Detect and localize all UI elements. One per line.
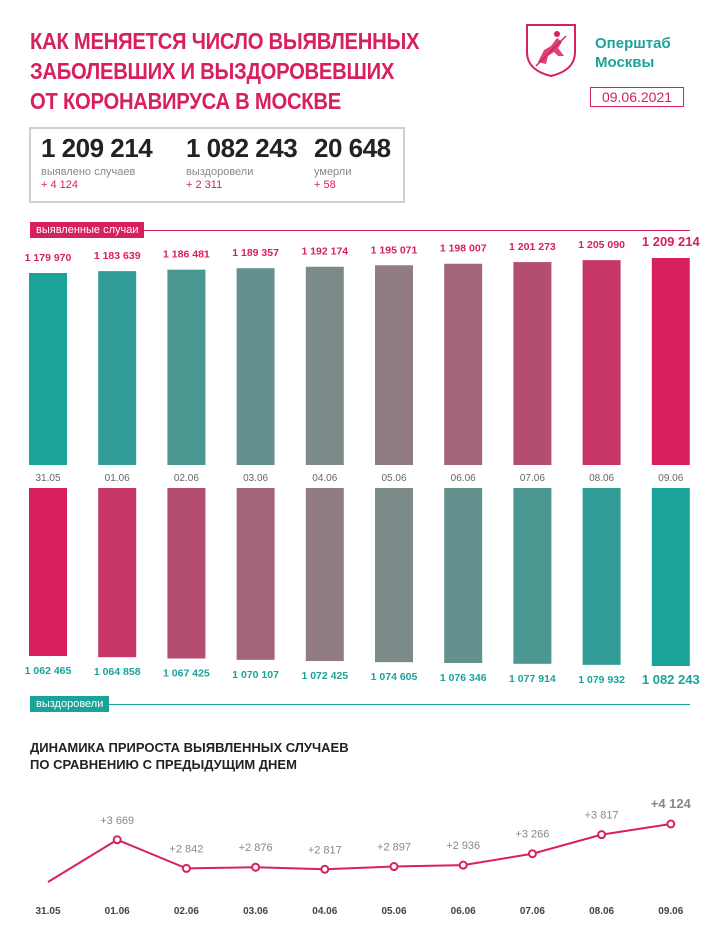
stat-delta: + 58: [314, 179, 336, 191]
date-tick-label: 04.06: [312, 473, 338, 484]
date-badge: 09.06.2021: [590, 87, 684, 107]
org-line: Оперштаб: [595, 35, 671, 52]
growth-chart-title: [30, 739, 349, 773]
stat-label: умерли: [314, 166, 352, 178]
date-tick-label: 07.06: [519, 473, 545, 484]
recovered-bar: [583, 488, 621, 665]
recovered-bar-label: 1 067 425: [163, 667, 210, 680]
cases-bar: [98, 271, 136, 465]
recovered-bar-label: 1 082 243: [641, 672, 700, 687]
cases-bar: [444, 264, 482, 465]
growth-x-tick-label: 01.06: [104, 906, 130, 917]
recovered-bar: [237, 488, 275, 660]
date-tick-label: 31.05: [35, 473, 61, 484]
cases-bar: [375, 265, 413, 465]
recovered-bar: [306, 488, 344, 661]
growth-value-label: +2 876: [238, 842, 273, 855]
date-tick-label: 05.06: [381, 473, 407, 484]
date-tick-label: 02.06: [173, 473, 199, 484]
growth-value-label: +4 124: [650, 796, 691, 811]
growth-x-tick-label: 08.06: [589, 906, 615, 917]
cases-bar: [237, 268, 275, 465]
cases-bar-label: 1 189 357: [232, 247, 279, 260]
growth-x-tick-label: 06.06: [450, 906, 476, 917]
recovered-bar-label: 1 076 346: [439, 672, 487, 685]
recovered-bar-label: 1 077 914: [509, 672, 556, 685]
recovered-series-tag: выздоровели: [30, 696, 109, 712]
cases-bar-label: 1 201 273: [509, 241, 556, 254]
cases-bar-label: 1 183 639: [93, 250, 141, 263]
growth-x-tick-label: 02.06: [173, 906, 199, 917]
cases-bar: [652, 258, 690, 465]
cases-bar-label: 1 192 174: [301, 245, 349, 258]
cases-bar: [167, 270, 205, 465]
growth-point: [114, 836, 121, 843]
title-line: ЗАБОЛЕВШИХ И ВЫЗДОРОВЕВШИХ: [30, 58, 395, 84]
cases-bar-label: 1 198 007: [439, 242, 487, 255]
cases-bar-label: 1 195 071: [370, 244, 418, 257]
cases-bar-label: 1 209 214: [641, 234, 700, 249]
date-tick-label: 09.06: [658, 473, 684, 484]
title-line: ОТ КОРОНАВИРУСА В МОСКВЕ: [30, 88, 341, 114]
growth-point: [391, 863, 398, 870]
growth-value-label: +2 817: [307, 844, 342, 857]
stat-value: 1 082 243: [186, 133, 298, 163]
cases-bar-label: 1 186 481: [163, 248, 210, 261]
recovered-bar-label: 1 070 107: [232, 668, 279, 681]
growth-line: [48, 824, 671, 882]
stat-label: выздоровели: [186, 166, 254, 178]
recovered-bar: [29, 488, 67, 656]
growth-x-tick-label: 31.05: [35, 906, 61, 917]
date-tick-label: 03.06: [243, 473, 269, 484]
cases-bar: [306, 267, 344, 465]
growth-point: [598, 831, 605, 838]
recovered-bar-label: 1 074 605: [370, 671, 418, 684]
growth-value-label: +2 897: [377, 841, 411, 854]
stat-value: 1 209 214: [41, 133, 153, 163]
stat-value: 20 648: [314, 133, 391, 163]
recovered-bar: [444, 488, 482, 663]
growth-value-label: +2 936: [446, 840, 481, 853]
growth-title-line: ПО СРАВНЕНИЮ С ПРЕДЫДУЩИМ ДНЕМ: [30, 757, 297, 772]
growth-x-tick-label: 09.06: [658, 906, 684, 917]
growth-x-tick-label: 04.06: [312, 906, 338, 917]
cases-bar-label: 1 179 970: [24, 252, 72, 264]
growth-value-label: +2 842: [169, 843, 204, 856]
growth-value-label: +3 266: [515, 828, 550, 841]
stat-delta: + 4 124: [41, 179, 79, 191]
cases-bar: [583, 260, 621, 465]
growth-point: [667, 821, 674, 828]
stat-label: выявлено случаев: [41, 166, 136, 178]
recovered-bar-label: 1 079 932: [578, 673, 625, 686]
org-line: Москвы: [595, 54, 655, 71]
date-tick-label: 06.06: [450, 473, 476, 484]
date-tick-label: 01.06: [104, 473, 130, 484]
growth-x-tick-label: 03.06: [243, 906, 269, 917]
recovered-bar: [513, 488, 551, 664]
growth-x-tick-label: 07.06: [519, 906, 545, 917]
recovered-bar: [652, 488, 690, 666]
cases-bar-label: 1 205 090: [578, 239, 625, 252]
recovered-bar: [98, 488, 136, 657]
stat-delta: + 2 311: [186, 179, 223, 191]
date-tick-label: 08.06: [589, 473, 615, 484]
recovered-bar-label: 1 072 425: [301, 670, 349, 683]
recovered-bar: [167, 488, 205, 659]
growth-title-line: ДИНАМИКА ПРИРОСТА ВЫЯВЛЕННЫХ СЛУЧАЕВ: [30, 740, 349, 755]
cases-series-tag: выявленные случаи: [30, 222, 144, 238]
cases-bar: [29, 273, 67, 465]
growth-value-label: +3 817: [584, 809, 619, 822]
recovered-bar-label: 1 064 858: [93, 666, 141, 679]
cases-bar: [513, 262, 551, 465]
growth-point: [321, 866, 328, 873]
growth-point: [183, 865, 190, 872]
growth-value-label: +3 669: [100, 814, 135, 827]
growth-point: [460, 862, 467, 869]
recovered-bar-label: 1 062 465: [24, 665, 72, 677]
growth-point: [252, 864, 259, 871]
growth-x-tick-label: 05.06: [381, 906, 407, 917]
title-line: КАК МЕНЯЕТСЯ ЧИСЛО ВЫЯВЛЕННЫХ: [30, 28, 420, 54]
growth-point: [529, 850, 536, 857]
recovered-bar: [375, 488, 413, 662]
